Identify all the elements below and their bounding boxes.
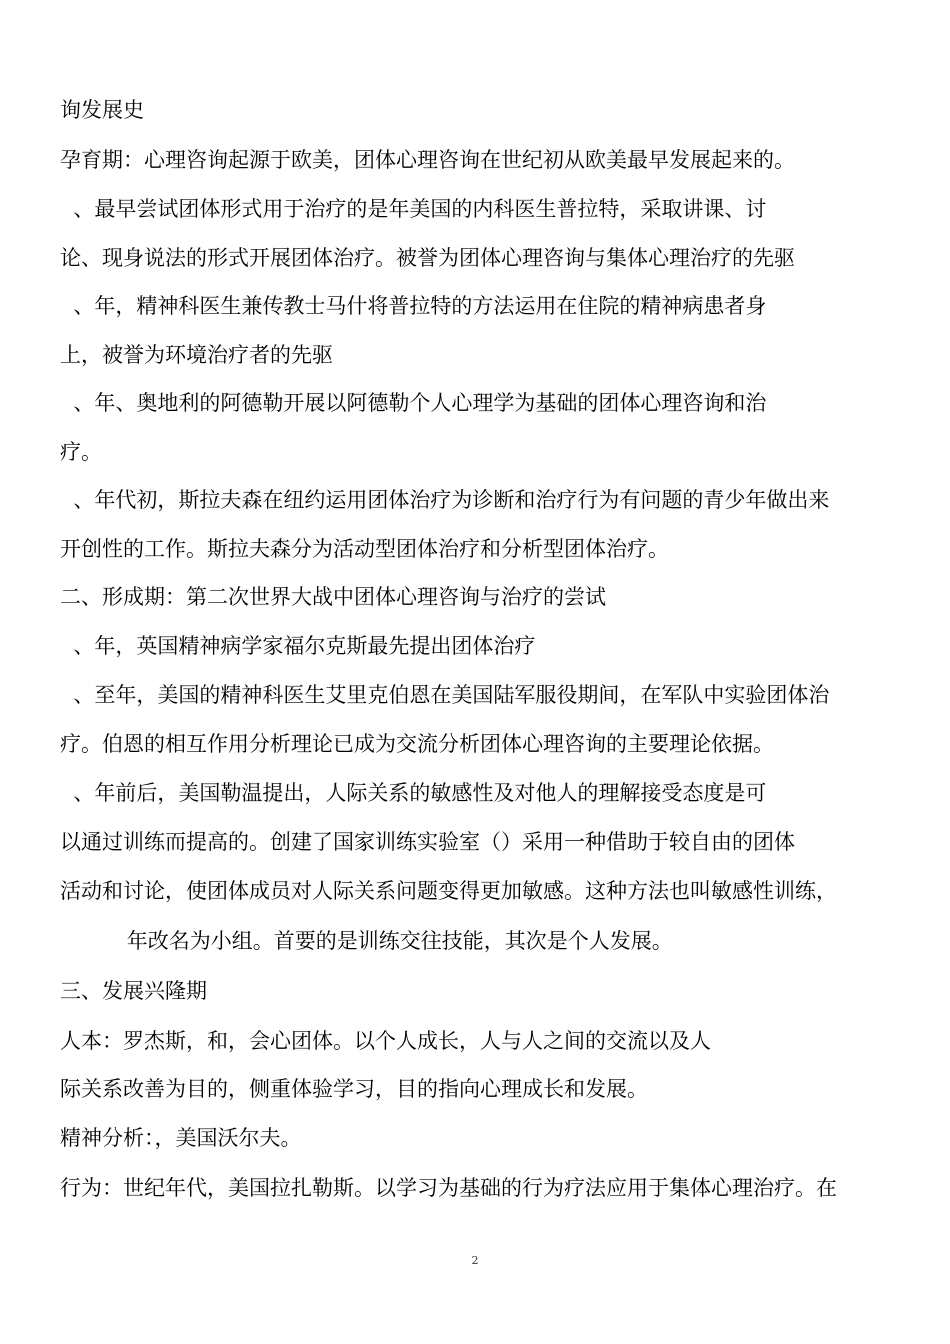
text-line-3: 、最早尝试团体形式用于治疗的是年美国的内科医生普拉特，采取讲课、讨 — [60, 197, 767, 221]
text-line-2: 孕育期：心理咨询起源于欧美，团体心理咨询在世纪初从欧美最早发展起来的。 — [60, 148, 795, 172]
text-line-20: 人本：罗杰斯，和，会心团体。以个人成长，人与人之间的交流以及人 — [60, 1029, 711, 1053]
text-line-12: 、年，英国精神病学家福尔克斯最先提出团体治疗 — [60, 634, 536, 658]
text-line-7: 、年、奥地利的阿德勒开展以阿德勒个人心理学为基础的团体心理咨询和治 — [60, 391, 767, 415]
text-line-15: 、年前后，美国勒温提出，人际关系的敏感性及对他人的理解接受态度是可 — [60, 781, 767, 805]
text-line-18: 年改名为小组。首要的是训练交往技能，其次是个人发展。 — [60, 929, 673, 953]
text-line-13: 、至年，美国的精神科医生艾里克伯恩在美国陆军服役期间，在军队中实验团体治 — [60, 683, 830, 707]
text-line-5: 、年，精神科医生兼传教士马什将普拉特的方法运用在住院的精神病患者身 — [60, 294, 767, 318]
text-line-4: 论、现身说法的形式开展团体治疗。被誉为团体心理咨询与集体心理治疗的先驱 — [60, 246, 795, 270]
text-line-16: 以通过训练而提高的。创建了国家训练实验室（）采用一种借助于较自由的团体 — [60, 830, 795, 854]
text-line-1: 询发展史 — [60, 98, 144, 122]
text-line-14: 疗。伯恩的相互作用分析理论已成为交流分析团体心理咨询的主要理论依据。 — [60, 732, 774, 756]
text-line-21: 际关系改善为目的，侧重体验学习，目的指向心理成长和发展。 — [60, 1077, 648, 1101]
text-line-6: 上，被誉为环境治疗者的先驱 — [60, 343, 333, 367]
text-line-10: 开创性的工作。斯拉夫森分为活动型团体治疗和分析型团体治疗。 — [60, 537, 669, 561]
text-line-23: 行为：世纪年代，美国拉扎勒斯。以学习为基础的行为疗法应用于集体心理治疗。在 — [60, 1176, 837, 1200]
text-line-8: 疗。 — [60, 440, 102, 464]
page-number: 2 — [471, 1254, 479, 1267]
text-line-22: 精神分析：，美国沃尔夫。 — [60, 1126, 302, 1150]
text-line-17: 活动和讨论，使团体成员对人际关系问题变得更加敏感。这种方法也叫敏感性训练， — [60, 879, 837, 903]
text-line-9: 、年代初，斯拉夫森在纽约运用团体治疗为诊断和治疗行为有问题的青少年做出来 — [60, 488, 830, 512]
text-line-11: 二、形成期：第二次世界大战中团体心理咨询与治疗的尝试 — [60, 585, 606, 609]
text-line-19: 三、发展兴隆期 — [60, 979, 207, 1003]
